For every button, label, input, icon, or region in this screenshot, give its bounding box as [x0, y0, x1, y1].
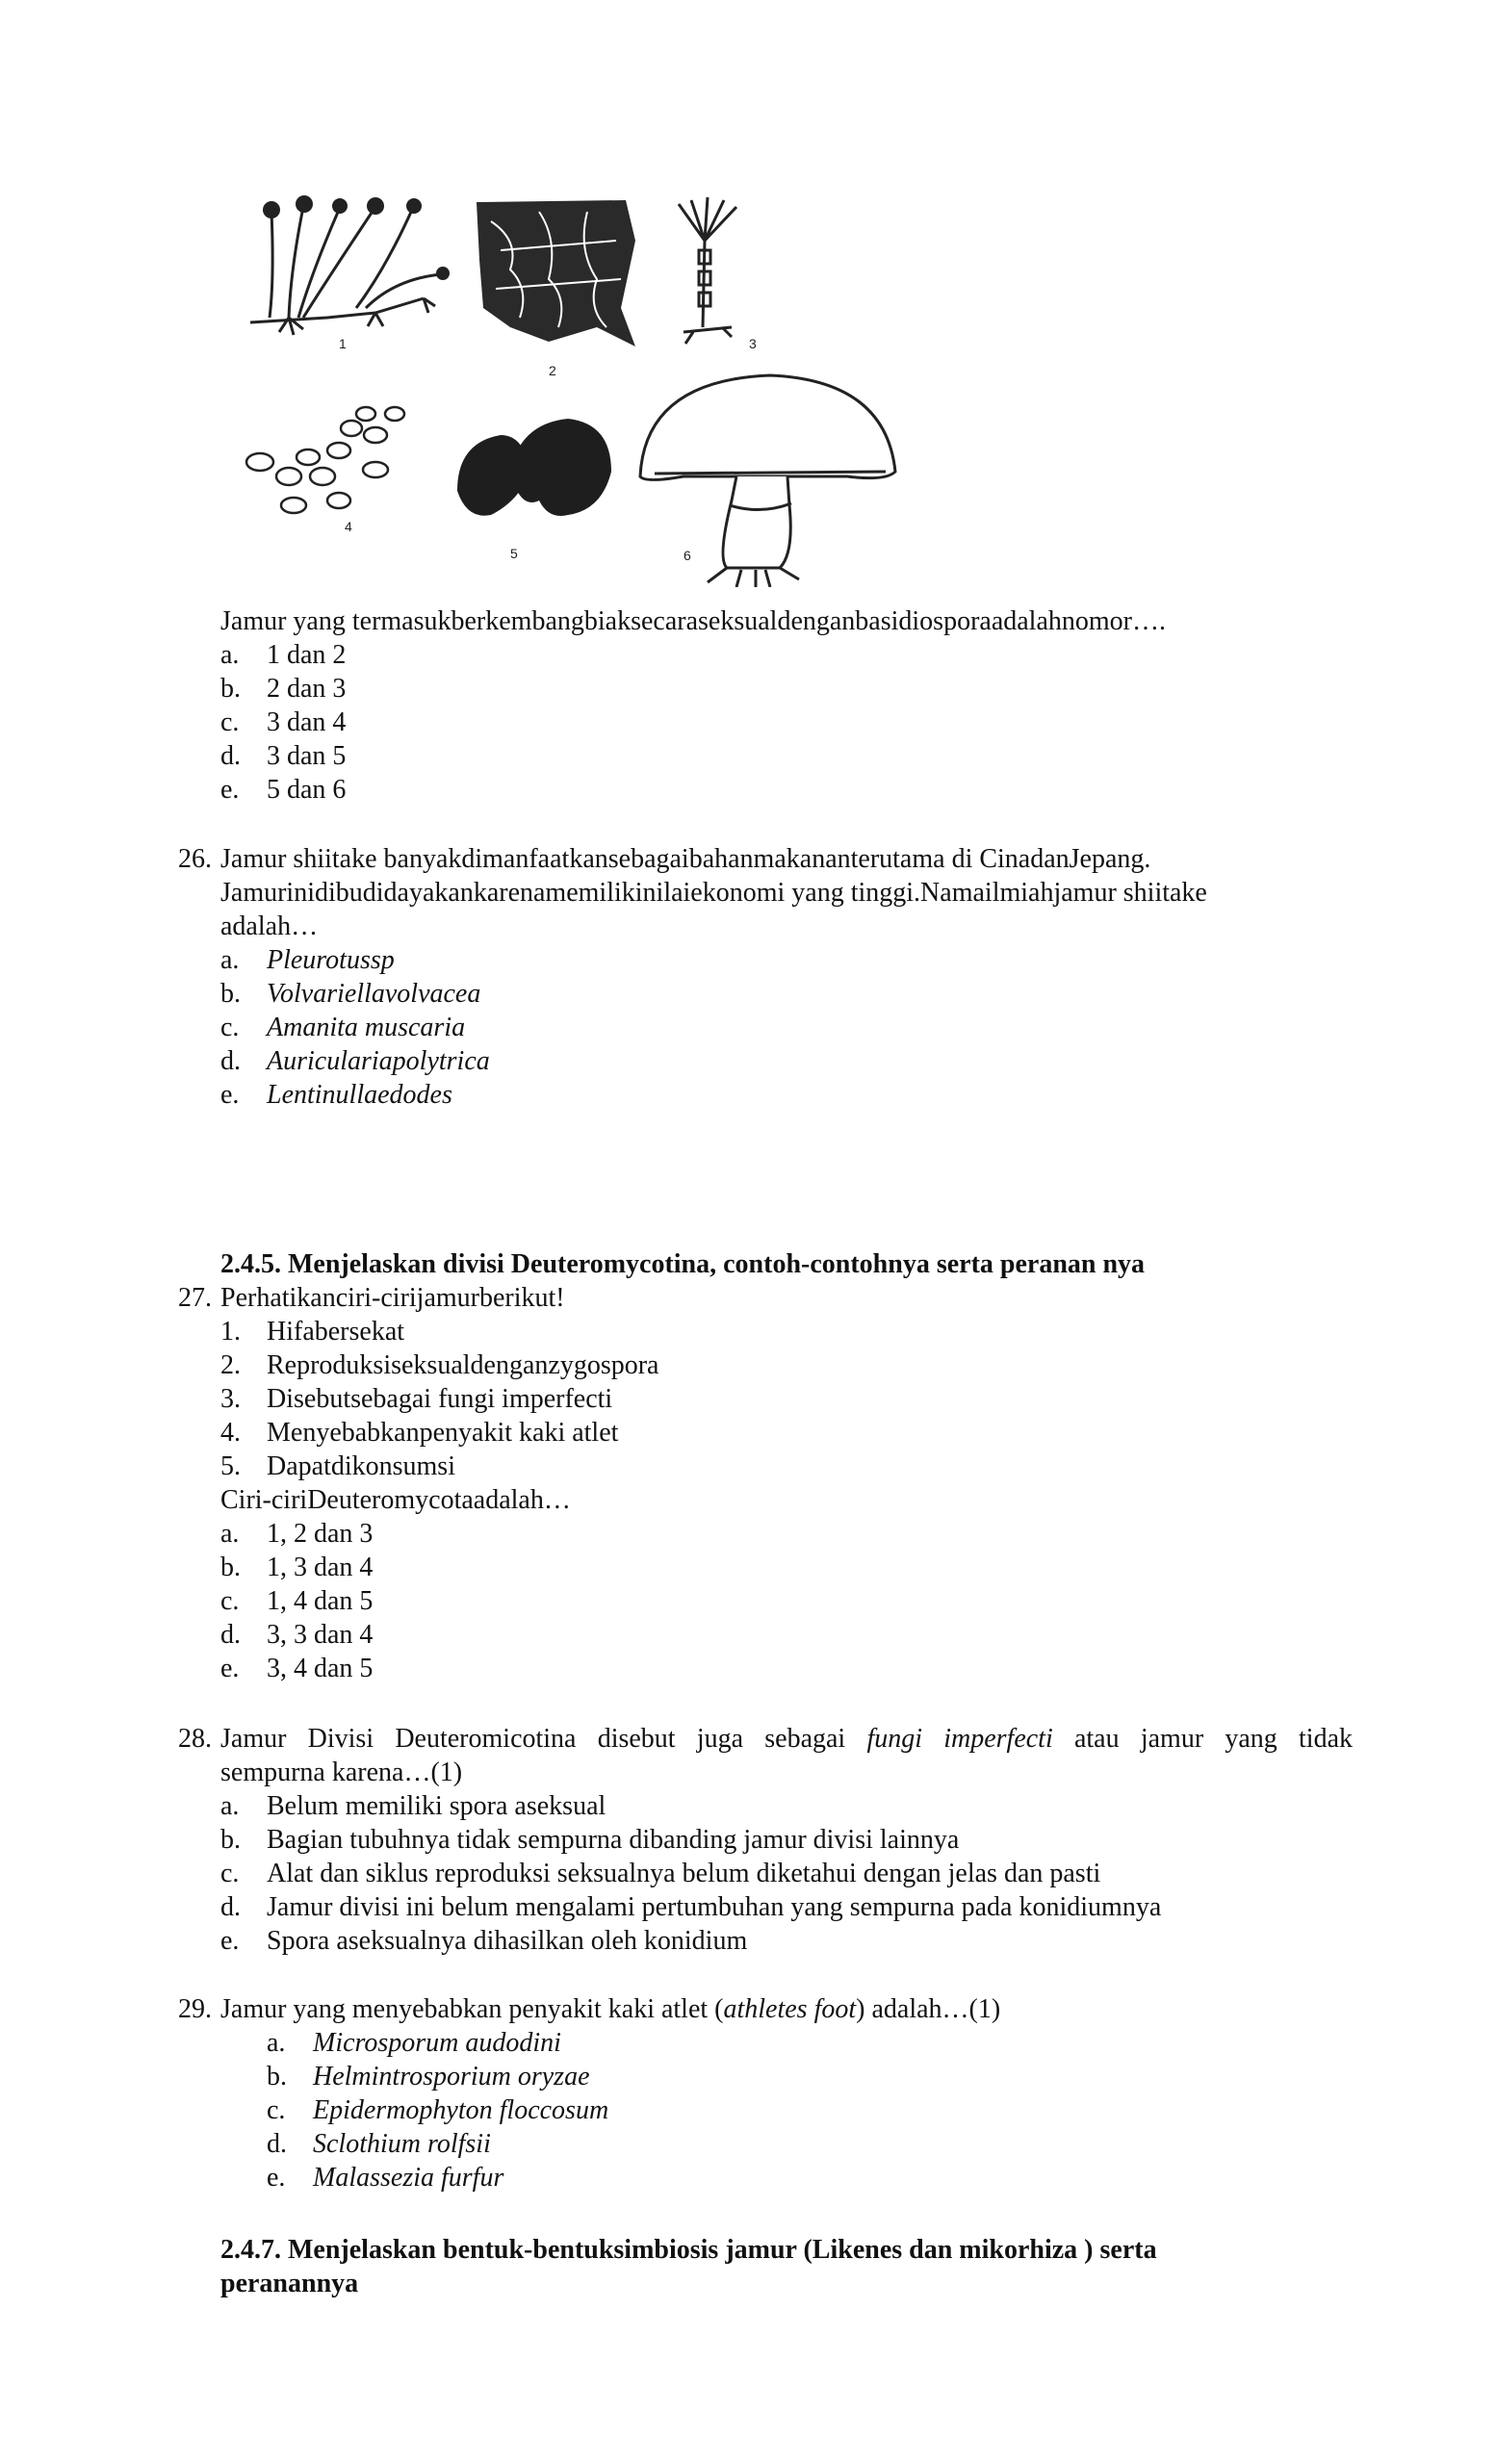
fungus-3-illustration: [679, 197, 736, 344]
question-29: [178, 1992, 1353, 2194]
question-26-option-c[interactable]: c. Amanita muscaria: [220, 1013, 466, 1042]
section-heading-2-4-5: 2.4.5. Menjelaskan divisi Deuteromycotina, contoh-contohnya serta peranan nya: [220, 1249, 1146, 1279]
question-28-option-c[interactable]: c. Alat dan siklus reproduksi seksualnya belum diketahui dengan jelas dan pasti: [220, 1859, 1101, 1888]
question-25-stem: Jamur yang termasukberkembangbiaksecaraseksualdenganbasidiosporaadalahnomor….: [220, 606, 1166, 636]
fungi-figure: [231, 183, 943, 587]
question-27-number: 27.: [178, 1283, 212, 1313]
question-29-number: 29.: [178, 1994, 212, 2024]
figure-label-4: 4: [345, 519, 352, 534]
question-27-item-4: 4. Menyebabkanpenyakit kaki atlet: [220, 1418, 619, 1448]
question-29-option-c[interactable]: c. Epidermophyton floccosum: [267, 2095, 609, 2125]
question-26-stem: 26. Jamur shiitake banyakdimanfaatkansebagaibahanmakananterutama di CinadanJepang. Jamurinidibudidayakankarenamemilikinilaiekonomi yang tinggi.Namailmiahjamur shiitake adalah…: [178, 844, 1207, 941]
question-28-option-b[interactable]: b. Bagian tubuhnya tidak sempurna dibanding jamur divisi lainnya: [220, 1825, 960, 1855]
question-27-option-b[interactable]: b. 1, 3 dan 4: [220, 1553, 374, 1582]
question-27-option-c[interactable]: c. 1, 4 dan 5: [220, 1586, 374, 1616]
question-26-option-e[interactable]: e. Lentinullaedodes: [220, 1080, 452, 1110]
question-26-number: 26.: [178, 844, 212, 874]
fungus-5-illustration: [457, 419, 611, 516]
question-29-option-b[interactable]: b. Helmintrosporium oryzae: [267, 2062, 590, 2092]
question-29-stem: 29. Jamur yang menyebabkan penyakit kaki atlet (athletes foot) adalah…(1): [178, 1994, 1001, 2024]
question-28-number: 28.: [178, 1724, 212, 1754]
fungi-illustrations: [231, 183, 943, 587]
question-25-option-c[interactable]: c. 3 dan 4: [220, 707, 347, 737]
figure-label-1: 1: [339, 336, 347, 351]
fungus-1-illustration: [250, 207, 441, 335]
question-26: [178, 842, 1353, 1112]
question-26-option-a[interactable]: a. Pleurotussp: [220, 945, 395, 975]
question-27-question: Ciri-ciriDeuteromycotaadalah…: [220, 1485, 571, 1515]
question-29-option-a[interactable]: a. Microsporum audodini: [267, 2028, 561, 2058]
question-27-option-a[interactable]: a. 1, 2 dan 3: [220, 1519, 374, 1549]
question-27-option-d[interactable]: d. 3, 3 dan 4: [220, 1620, 374, 1650]
figure-label-3: 3: [749, 336, 757, 351]
question-26-option-d[interactable]: d. Auriculariapolytrica: [220, 1046, 490, 1076]
fungus-4-illustration: [246, 407, 404, 513]
question-25-option-b[interactable]: b. 2 dan 3: [220, 674, 347, 704]
question-25-option-a[interactable]: a. 1 dan 2: [220, 640, 347, 670]
question-29-option-e[interactable]: e. Malassezia furfur: [267, 2163, 504, 2193]
question-27-stem: 27. Perhatikanciri-cirijamurberikut!: [178, 1283, 565, 1313]
section-heading-2-4-7: 2.4.7. Menjelaskan bentuk-bentuksimbiosis jamur (Likenes dan mikorhiza ) serta peranannya: [220, 2235, 1157, 2298]
question-28-stem: 28. Jamur Divisi Deuteromicotina disebut juga sebagai fungi imperfecti atau jamur yang tidak sempurna karena…(1): [178, 1724, 1354, 1787]
question-25-option-d[interactable]: d. 3 dan 5: [220, 741, 347, 771]
question-25: [178, 604, 1353, 807]
figure-label-5: 5: [510, 546, 518, 561]
figure-label-2: 2: [549, 363, 556, 378]
question-28-option-e[interactable]: e. Spora aseksualnya dihasilkan oleh konidium: [220, 1926, 748, 1956]
question-27-option-e[interactable]: e. 3, 4 dan 5: [220, 1654, 374, 1683]
question-26-option-b[interactable]: b. Volvariellavolvacea: [220, 979, 481, 1009]
question-27-item-2: 2. Reproduksiseksualdenganzygospora: [220, 1350, 659, 1380]
question-28-option-a[interactable]: a. Belum memiliki spora aseksual: [220, 1791, 606, 1821]
question-27-item-1: 1. Hifabersekat: [220, 1317, 405, 1347]
question-25-option-e[interactable]: e. 5 dan 6: [220, 775, 347, 805]
figure-label-6: 6: [684, 548, 691, 563]
question-28-option-d[interactable]: d. Jamur divisi ini belum mengalami pertumbuhan yang sempurna pada konidiumnya: [220, 1892, 1162, 1922]
question-27-item-5: 5. Dapatdikonsumsi: [220, 1451, 455, 1481]
fungus-2-illustration: [477, 200, 635, 346]
question-29-option-d[interactable]: d. Sclothium rolfsii: [267, 2129, 491, 2159]
question-27: [178, 1281, 1353, 1685]
question-27-item-3: 3. Disebutsebagai fungi imperfecti: [220, 1384, 613, 1414]
fungus-6-illustration: [640, 375, 895, 587]
question-28: [178, 1722, 1353, 1958]
